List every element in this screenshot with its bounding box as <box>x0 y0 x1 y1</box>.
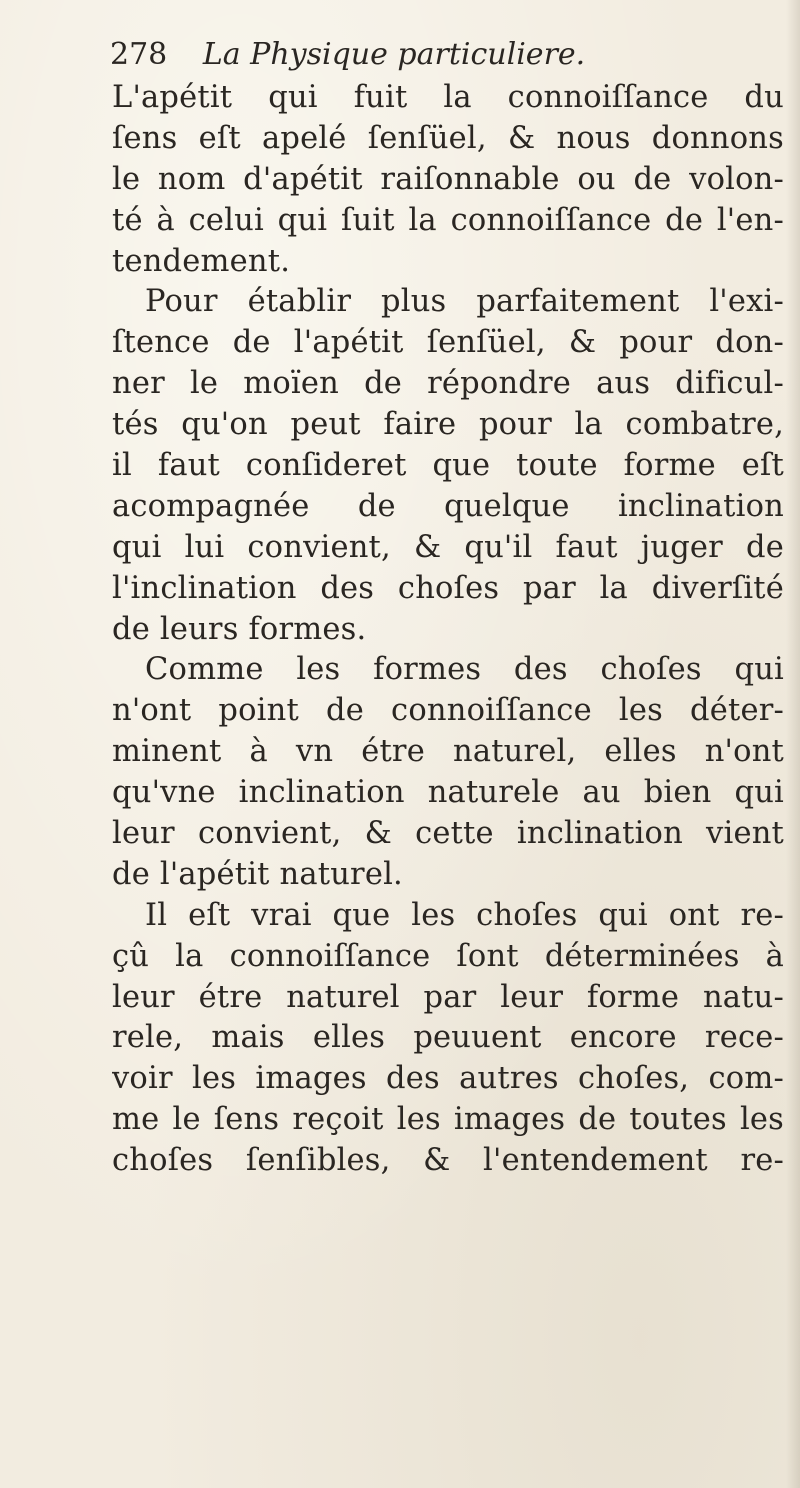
page-number: 278 <box>110 37 168 72</box>
text-line: leur convient, & cette inclination vient <box>112 816 784 852</box>
page-edge-shadow <box>786 0 800 1488</box>
text-line: çû la connoiſſance ſont déterminées à <box>112 938 784 974</box>
text-line: ner le moïen de répondre aus dificul- <box>112 366 784 402</box>
body-text <box>112 78 784 1182</box>
text-line: de l'apétit naturel. <box>112 856 403 892</box>
text-line: l'inclination des choſes par la diverſité <box>112 570 784 606</box>
text-line: L'apétit qui fuit la connoiſſance du <box>112 80 784 115</box>
text-line: acompagnée de quelque inclination <box>112 488 784 524</box>
text-line: le nom d'apétit raiſonnable ou de volon- <box>112 161 784 197</box>
text-line: choſes ſenſibles, & l'entendement re- <box>112 1143 784 1179</box>
text-line: ſens eſt apelé ſenſüel, & nous donnons <box>112 120 784 156</box>
text-line: de leurs formes. <box>112 611 367 647</box>
running-title: La Physique particuliere. <box>202 37 586 72</box>
text-line: ſtence de l'apétit ſenſüel, & pour don- <box>112 325 784 361</box>
text-line: tés qu'on peut faire pour la combatre, <box>112 407 784 443</box>
text-line: té à celui qui ſuit la connoiſſance de l'en- <box>112 202 784 238</box>
running-head <box>110 30 770 80</box>
text-line: Comme les formes des choſes qui <box>145 652 784 688</box>
text-line: qu'vne inclination naturele au bien qui <box>112 775 784 811</box>
text-line: me le ſens reçoit les images de toutes les <box>112 1102 784 1138</box>
text-line: leur étre naturel par leur forme natu- <box>112 979 784 1015</box>
text-line: minent à vn étre naturel, elles n'ont <box>112 734 784 770</box>
text-line: rele, mais elles peuuent encore rece- <box>112 1020 784 1056</box>
text-line: tendement. <box>112 243 291 279</box>
text-line: voir les images des autres choſes, com- <box>112 1061 784 1097</box>
text-line: Pour établir plus parfaitement l'exi- <box>145 284 784 320</box>
text-line: Il eſt vrai que les choſes qui ont re- <box>145 897 784 933</box>
text-line: il faut conſideret que toute forme eſt <box>112 448 784 484</box>
text-line: n'ont point de connoiſſance les déter- <box>112 693 784 729</box>
text-line: qui lui convient, & qu'il faut juger de <box>112 529 784 565</box>
